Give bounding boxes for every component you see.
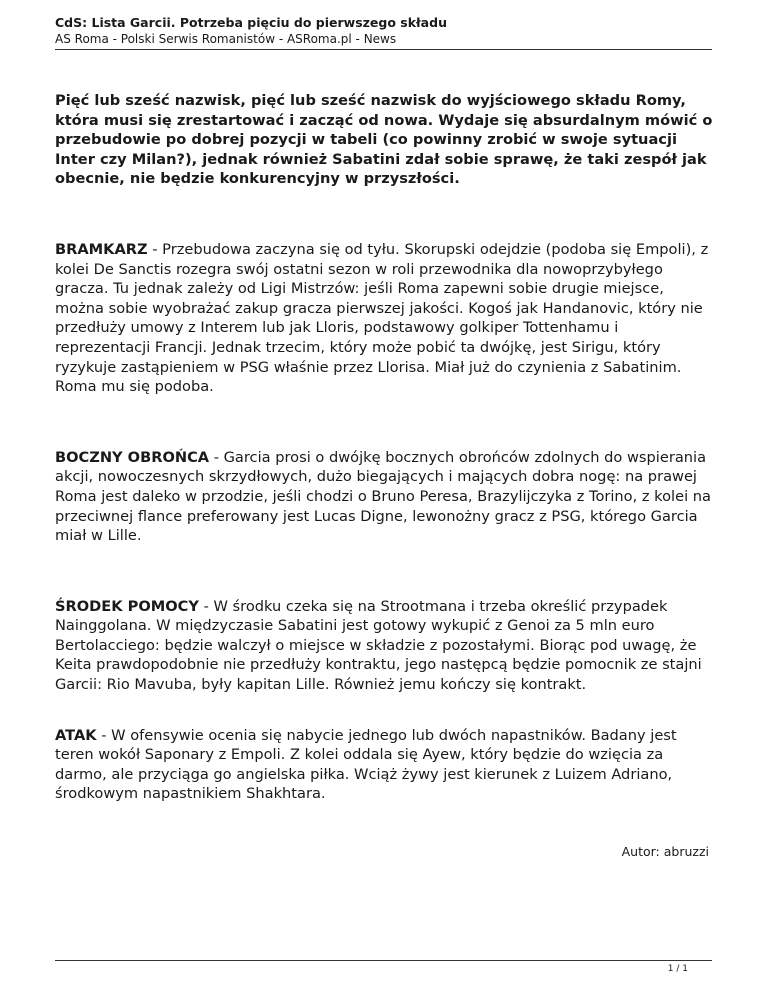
section-midfield	[55, 597, 717, 695]
section-text-fullback: - Garcia prosi o dwójkę bocznych obrońców zdolnych do wspierania akcji, nowoczesnych skrzydłowych, dużo biegających i mających dobra nogę: na prawej Roma jest daleko w przodzie, jeśli chodzi o Bruno Peresa, Brazylijczyka z Torino, z kolei na przeciwnej flance preferowany jest Lucas Digne, lewonożny gracz z PSG, którego Garcia miał w Lille.	[55, 448, 711, 545]
section-heading-fullback: BOCZNY OBROŃCA	[55, 448, 210, 466]
section-fullback	[55, 448, 717, 546]
author-credit: Autor: abruzzi	[621, 844, 709, 859]
section-heading-attack: ATAK	[55, 726, 97, 744]
document-title: CdS: Lista Garcii. Potrzeba pięciu do pierwszego składu	[55, 15, 447, 30]
document-subtitle: AS Roma - Polski Serwis Romanistów - ASRoma.pl - News	[55, 32, 397, 46]
section-heading-midfield: ŚRODEK POMOCY	[55, 597, 199, 615]
section-text-attack: - W ofensywie ocenia się nabycie jednego lub dwóch napastników. Badany jest teren wokół Saponary z Empoli. Z kolei oddala się Ayew, który będzie do wzięcia za darmo, ale przyciąga go angielska piłka. Wciąż żywy jest kierunek z Luizem Adriano, środkowym napastnikiem Shakhtara.	[55, 726, 677, 803]
page-header	[55, 14, 712, 50]
footer-divider	[55, 960, 712, 961]
article-body	[55, 91, 717, 804]
section-heading-goalkeeper: BRAMKARZ	[55, 240, 148, 258]
section-text-goalkeeper: - Przebudowa zaczyna się od tyłu. Skorupski odejdzie (podoba się Empoli), z kolei De Sanctis rozegra swój ostatni sezon w roli przewodnika dla nowoprzybyłego gracza. Tu jednak zależy od Ligi Mistrzów: jeśli Roma zapewni sobie drugie miejsce, można sobie wyobrażać zakup gracza pierwszej jakości. Kogoś jak Handanovic, który nie przedłuży umowy z Interem lub jak Lloris, podstawowy golkiper Tottenhamu i reprezentacji Francji. Jednak trzecim, który może pobić ta dwójkę, jest Sirigu, który ryzykuje zastąpieniem w PSG właśnie przez Llorisa. Miał już do czynienia z Sabatinim. Roma mu się podoba.	[55, 240, 709, 396]
page-number: 1 / 1	[667, 964, 688, 974]
section-attack	[55, 726, 717, 804]
section-text-midfield: - W środku czeka się na Strootmana i trzeba określić przypadek Nainggolana. W międzyczasie Sabatini jest gotowy wykupić z Genoi za 5 mln euro Bertolacciego: będzie walczył o miejsce w składzie z pozostałymi. Biorąc pod uwagę, że Keita prawdopodobnie nie przedłuży kontraktu, jego następcą będzie pomocnik ze stajni Garcii: Rio Mavuba, były kapitan Lille. Również jemu kończy się kontrakt.	[55, 597, 702, 694]
article-lead: Pięć lub sześć nazwisk, pięć lub sześć nazwisk do wyjściowego składu Romy, która musi się zrestartować i zacząć od nowa. Wydaje się absurdalnym mówić o przebudowie po dobrej pozycji w tabeli (co powinny zrobić w swoje sytuacji Inter czy Milan?), jednak również Sabatini zdał sobie sprawę, że taki zespół jak obecnie, nie będzie konkurencyjny w przyszłości.	[55, 92, 713, 188]
section-goalkeeper	[55, 240, 717, 397]
